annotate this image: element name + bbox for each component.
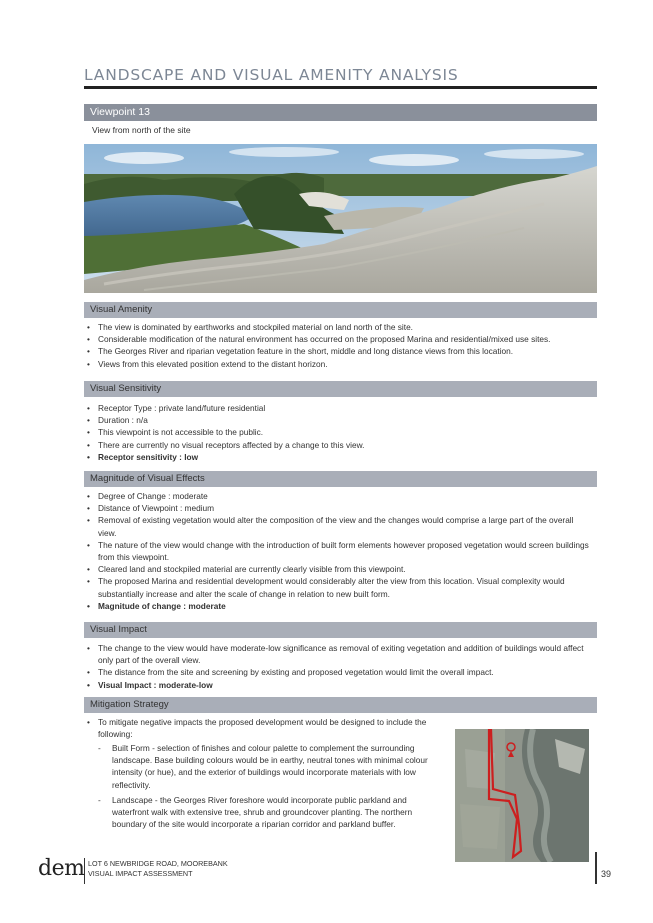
impact-summary: • Visual Impact : moderate-low [86, 679, 591, 691]
section-heading-visual-amenity: Visual Amenity [84, 302, 597, 318]
mitigation-item-landscape [98, 794, 443, 831]
page-number: 39 [601, 869, 612, 879]
section-heading-visual-sensitivity: Visual Sensitivity [84, 381, 597, 397]
mitigation-list [86, 716, 446, 740]
section-heading-visual-impact: Visual Impact [84, 622, 597, 638]
list-item: • There are currently no visual receptors affected by a change to this view. [86, 439, 591, 451]
dash-marker: - [98, 743, 101, 753]
company-logo: dem [38, 856, 85, 881]
list-item: • Duration : n/a [86, 414, 591, 426]
viewpoint-heading: Viewpoint 13 [84, 104, 597, 121]
mitigation-item-built-form [98, 742, 443, 791]
magnitude-summary: • Magnitude of change : moderate [86, 600, 591, 612]
dash-marker: - [98, 794, 101, 805]
list-item: • Removal of existing vegetation would alter the composition of the view and the changes would comprise a large part of the overall view. [86, 514, 591, 538]
section-heading-mitigation: Mitigation Strategy [84, 697, 597, 713]
list-item: • The nature of the view would change with the introduction of built form elements however proposed vegetation would screen buildings from this viewpoint. [86, 539, 591, 563]
viewpoint-photo [84, 144, 597, 293]
sensitivity-summary: • Receptor sensitivity : low [86, 451, 591, 463]
footer-text [88, 859, 228, 878]
mitigation-item-text: Built Form - selection of finishes and colour palette to complement the surrounding landscape. Base building colours would be in earthy, neutral tones with minimal colour intensity (or hue), and the exterior of buildings would incorporate materials with low reflectivity. [112, 743, 428, 790]
list-item: • Cleared land and stockpiled material are currently clearly visible from this viewpoint. [86, 563, 591, 575]
mitigation-sublist [98, 742, 443, 833]
page-number-divider [595, 852, 597, 884]
list-item: • This viewpoint is not accessible to the public. [86, 426, 591, 438]
title-rule [84, 86, 597, 89]
list-item: • To mitigate negative impacts the proposed development would be designed to include the following: [86, 716, 446, 740]
footer-doc-title: VISUAL IMPACT ASSESSMENT [88, 868, 193, 878]
list-item: • Views from this elevated position extend to the distant horizon. [86, 358, 591, 370]
list-item: • The distance from the site and screening by existing and proposed vegetation would limit the overall impact. [86, 666, 591, 678]
list-item: • Receptor Type : private land/future residential [86, 402, 591, 414]
footer-divider [84, 858, 85, 884]
list-item: • The change to the view would have moderate-low significance as removal of exiting vegetation and addition of buildings would affect only part of the overall view. [86, 642, 591, 666]
list-item: • Distance of Viewpoint : medium [86, 502, 591, 514]
list-item: • The view is dominated by earthworks and stockpiled material on land north of the site. [86, 321, 591, 333]
visual-sensitivity-list [86, 402, 591, 463]
visual-impact-list [86, 642, 591, 691]
page-title: LANDSCAPE AND VISUAL AMENITY ANALYSIS [84, 66, 459, 84]
list-item: • The Georges River and riparian vegetation feature in the short, middle and long distance views from this location. [86, 345, 591, 357]
list-item: • Considerable modification of the natural environment has occurred on the proposed Marina and residential/mixed use sites. [86, 333, 591, 345]
list-item: • Degree of Change : moderate [86, 490, 591, 502]
mitigation-item-text: Landscape - the Georges River foreshore would incorporate public parkland and waterfront walk with extensive tree, shrub and groundcover planting. The northern boundary of the site would incorporate a riparian corridor and parkland buffer. [112, 794, 413, 830]
footer-address: LOT 6 NEWBRIDGE ROAD, MOOREBANK [88, 859, 228, 868]
viewpoint-subtitle: View from north of the site [92, 125, 191, 135]
visual-amenity-list [86, 321, 591, 370]
list-item: • The proposed Marina and residential development would considerably alter the view from this location. Visual complexity would substantially increase and alter the scale of change in relation to new built form. [86, 575, 591, 599]
site-location-map [455, 729, 589, 862]
magnitude-list [86, 490, 591, 612]
section-heading-magnitude: Magnitude of Visual Effects [84, 471, 597, 487]
